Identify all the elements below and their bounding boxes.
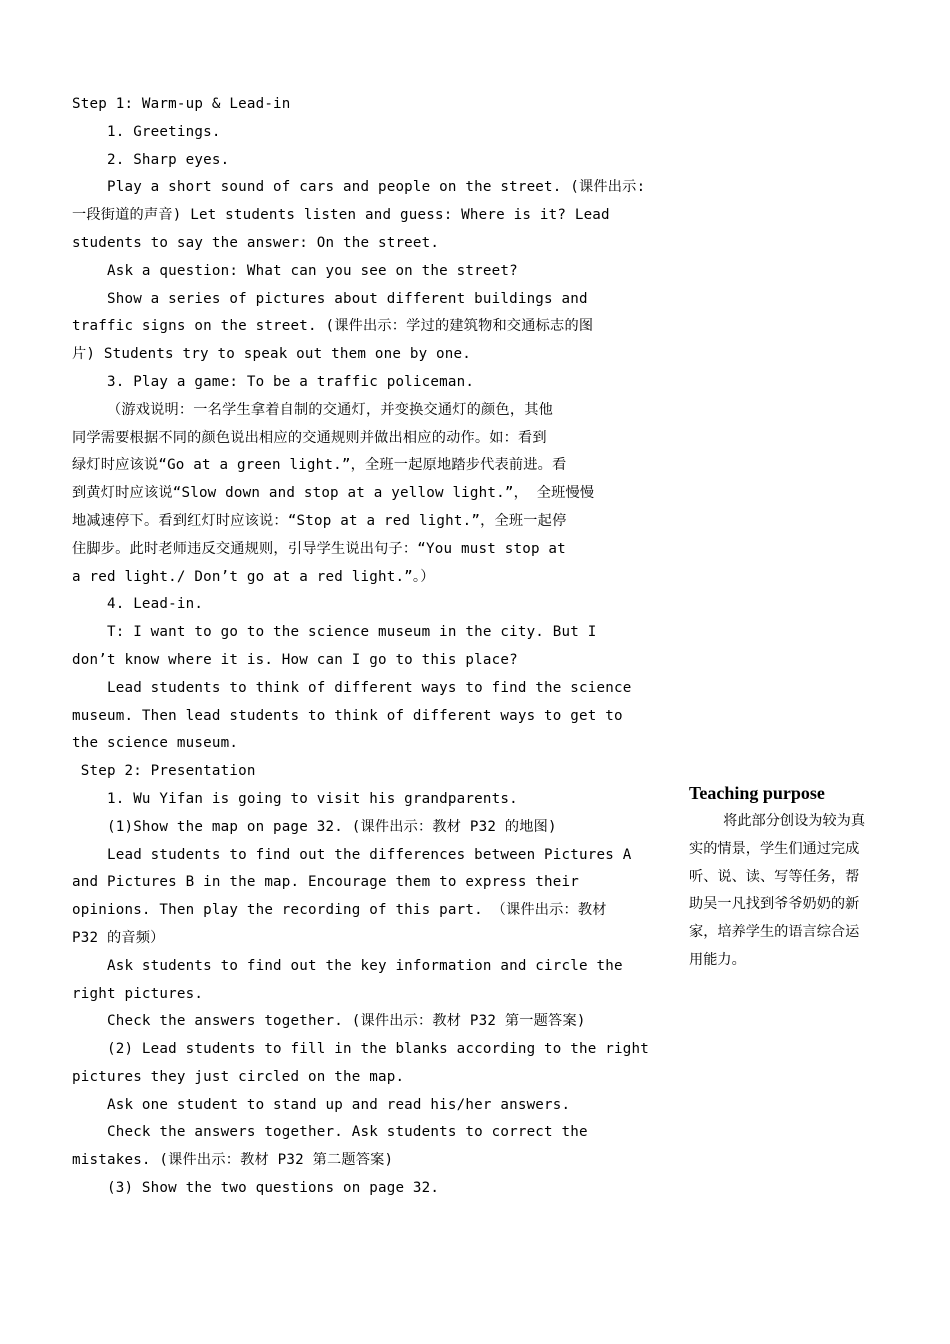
- text-line: don’t know where it is. How can I go to this place?: [72, 651, 518, 668]
- text-line: 地减速停下。看到红灯时应该说：“Stop at a red light.”，全班一起停: [72, 512, 567, 529]
- text-line: the science museum.: [72, 735, 239, 752]
- note-line: 将此部分创设为较为真: [689, 813, 866, 829]
- text-line: Show a series of pictures about different buildings and: [72, 290, 588, 307]
- text-line: 1. Greetings.: [72, 123, 221, 140]
- text-line: P32 的音频）: [72, 929, 165, 946]
- note-line: 实的情景，学生们通过完成: [689, 840, 860, 857]
- text-line: 一段街道的声音) Let students listen and guess: Where is it? Lead: [72, 207, 610, 224]
- text-line: 3. Play a game: To be a traffic policeman.: [72, 373, 475, 390]
- text-line: students to say the answer: On the street.: [72, 234, 440, 251]
- text-line: a red light./ Don’t go at a red light.”。）: [72, 568, 435, 585]
- text-line: and Pictures B in the map. Encourage them to express their: [72, 874, 580, 891]
- text-line: traffic signs on the street. (课件出示：学过的建筑物和交通标志的图: [72, 318, 594, 335]
- lesson-plan-body: [72, 91, 649, 1203]
- text-line: right pictures.: [72, 985, 204, 1002]
- text-line: T: I want to go to the science museum in the city. But I: [72, 624, 597, 641]
- text-line: (1)Show the map on page 32. (课件出示：教材 P32 的地图): [72, 818, 557, 835]
- note-line: 助吴一凡找到爷爷奶奶的新: [689, 896, 860, 913]
- text-line: 同学需要根据不同的颜色说出相应的交通规则并做出相应的动作。如：看到: [72, 429, 547, 446]
- text-line: opinions. Then play the recording of this part. （课件出示：教材: [72, 902, 607, 919]
- text-line: 绿灯时应该说“Go at a green light.”，全班一起原地踏步代表前进。看: [72, 457, 567, 474]
- text-line: (3) Show the two questions on page 32.: [72, 1180, 440, 1197]
- note-line: 家，培养学生的语言综合运: [689, 924, 860, 941]
- text-line: Ask a question: What can you see on the street?: [72, 262, 518, 279]
- text-line: 住脚步。此时老师违反交通规则，引导学生说出句子：“You must stop at: [72, 540, 566, 557]
- text-line: （游戏说明：一名学生拿着自制的交通灯，并变换交通灯的颜色，其他: [72, 401, 553, 418]
- text-line: Ask one student to stand up and read his/her answers.: [72, 1096, 571, 1113]
- note-line: 用能力。: [689, 951, 746, 968]
- text-line: museum. Then lead students to think of different ways to get to: [72, 707, 623, 724]
- text-line: 到黄灯时应该说“Slow down and stop at a yellow light.”， 全班慢慢: [72, 485, 595, 502]
- teaching-purpose-note: [689, 778, 899, 975]
- text-line: mistakes. (课件出示：教材 P32 第二题答案): [72, 1152, 394, 1169]
- text-line: Lead students to find out the differences between Pictures A: [72, 846, 632, 863]
- text-line: Step 1: Warm-up & Lead-in: [72, 96, 291, 112]
- teaching-purpose-title: Teaching purpose: [689, 783, 825, 803]
- text-line: Lead students to think of different ways to find the science: [72, 679, 632, 696]
- text-line: Step 2: Presentation: [72, 763, 256, 780]
- text-line: (2) Lead students to fill in the blanks according to the right: [72, 1041, 649, 1058]
- text-line: Ask students to find out the key information and circle the: [72, 957, 623, 974]
- text-line: 1. Wu Yifan is going to visit his grandparents.: [72, 790, 518, 807]
- text-line: 4. Lead-in.: [72, 596, 204, 613]
- note-line: 听、说、读、写等任务，帮: [689, 868, 860, 885]
- text-line: Play a short sound of cars and people on the street. (课件出示:: [72, 179, 646, 196]
- text-line: Check the answers together. Ask students to correct the: [72, 1124, 588, 1141]
- text-line: 2. Sharp eyes.: [72, 151, 230, 168]
- text-line: 片) Students try to speak out them one by one.: [72, 346, 472, 363]
- text-line: pictures they just circled on the map.: [72, 1068, 405, 1085]
- text-line: Check the answers together. (课件出示：教材 P32 第一题答案): [72, 1013, 586, 1030]
